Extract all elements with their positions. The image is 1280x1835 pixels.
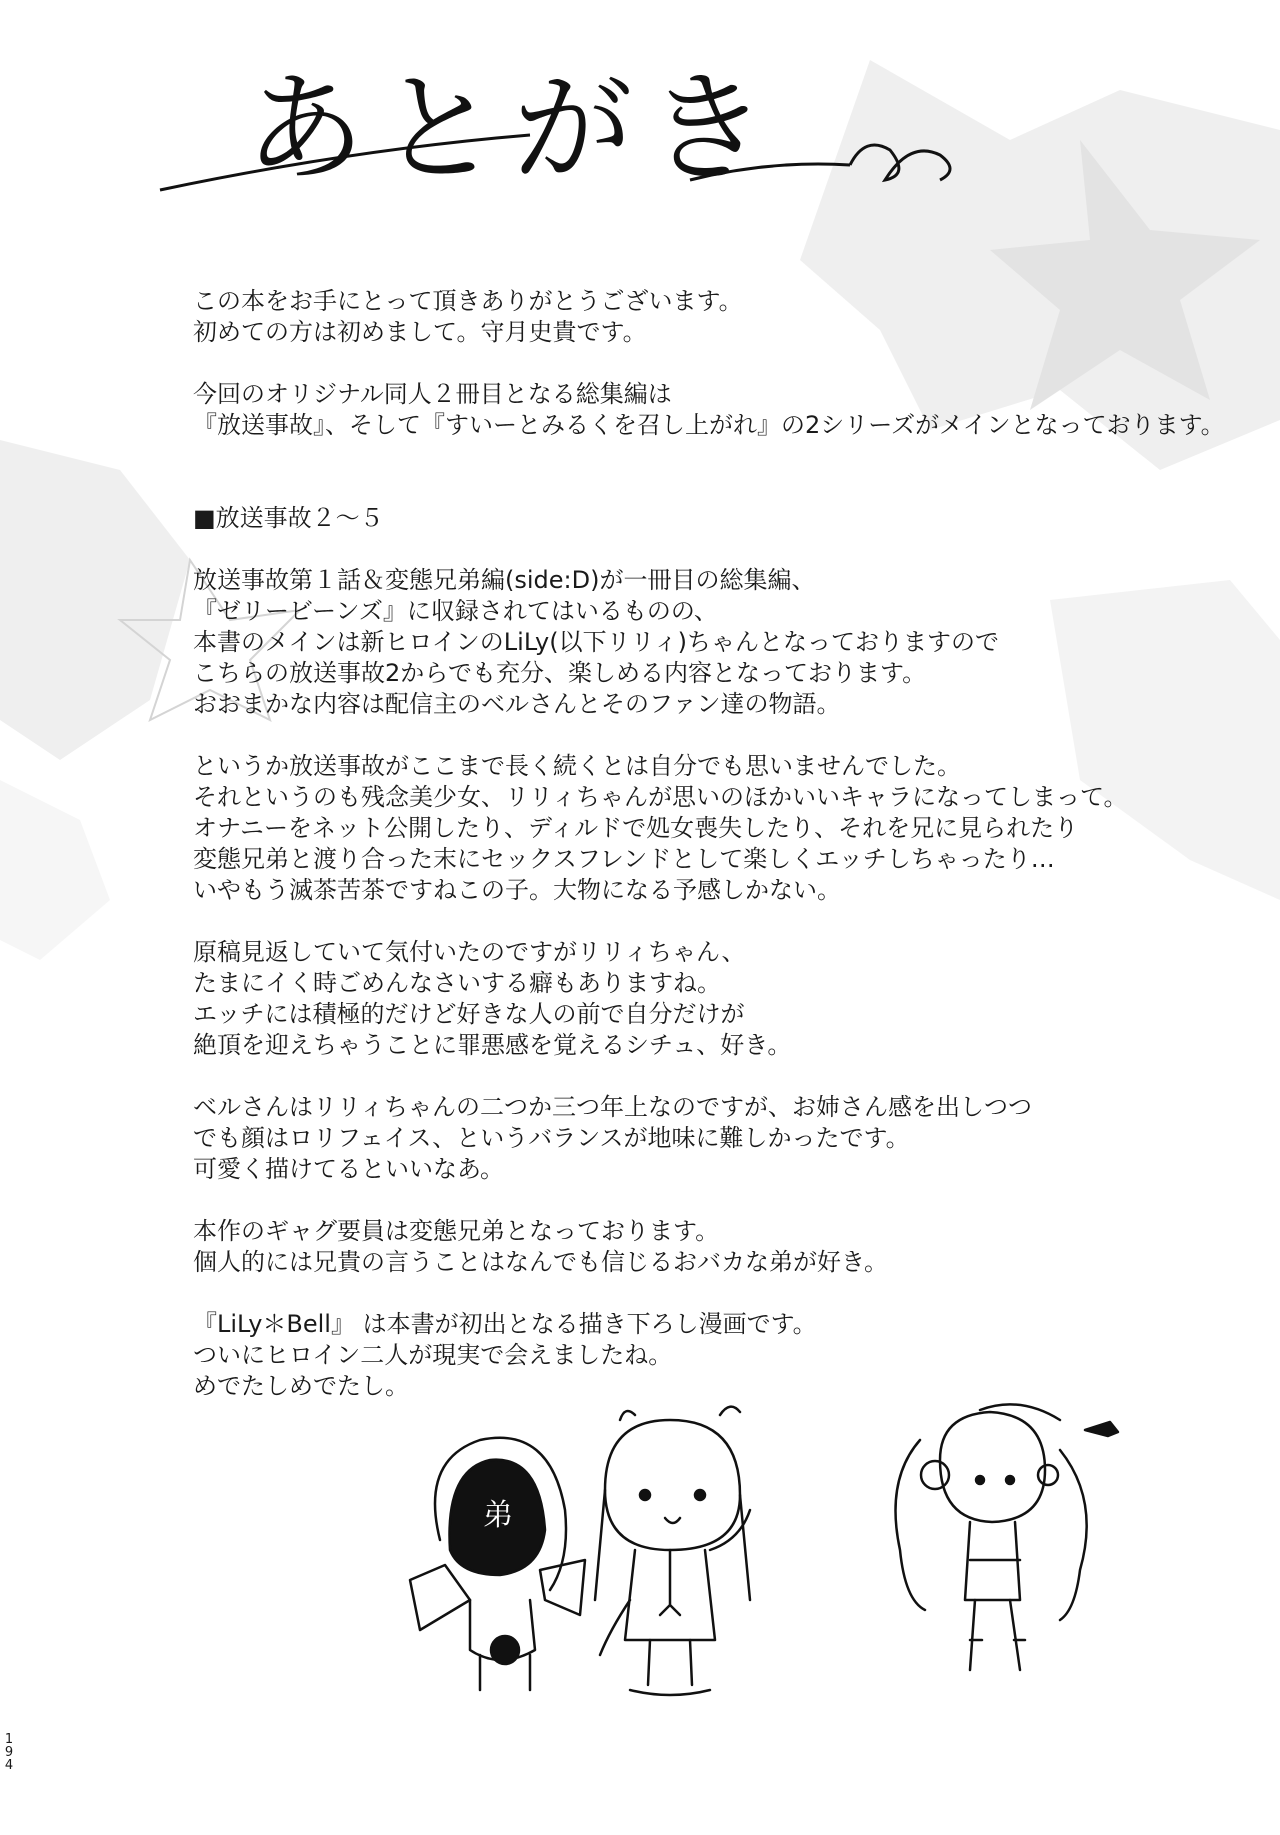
paragraph — [193, 1092, 1233, 1185]
bell-figure — [896, 1404, 1119, 1670]
hooded-brother-figure — [410, 1438, 585, 1690]
text-line: 今回のオリジナル同人２冊目となる総集編は — [193, 380, 672, 408]
text-line: 本書のメインは新ヒロインのLiLy(以下リリィ)ちゃんとなっておりますので — [193, 628, 999, 656]
hood-glyph: 弟 — [483, 1498, 513, 1533]
text-line: というか放送事故がここまで長く続くとは自分でも思いませんでした。 — [193, 752, 961, 780]
section-heading: ■放送事故２～５ — [193, 504, 384, 532]
page-number-digit: 9 — [4, 1745, 14, 1760]
text-line: めでたしめでたし。 — [193, 1372, 409, 1400]
text-line: オナニーをネット公開したり、ディルドで処女喪失したり、それを兄に見られたり — [193, 814, 1079, 842]
flourish-icon — [850, 145, 950, 180]
text-line: 『放送事故』、そして『すいーとみるくを召し上がれ』の2シリーズがメインとなっております。 — [193, 411, 1225, 439]
text-line: おおまかな内容は配信主のベルさんとそのファン達の物語。 — [193, 690, 841, 718]
page-number-digit: 1 — [4, 1732, 14, 1747]
text-line: たまにイく時ごめんなさいする癖もありますね。 — [193, 969, 721, 997]
text-line: ベルさんはリリィちゃんの二つか三つ年上なのですが、お姉さん感を出しつつ — [193, 1093, 1033, 1121]
lily-figure — [595, 1407, 750, 1695]
page-title: あとがき — [245, 60, 781, 199]
text-line: 絶頂を迎えちゃうことに罪悪感を覚えるシチュ、好き。 — [193, 1031, 792, 1059]
text-line: 本作のギャグ要員は変態兄弟となっております。 — [193, 1217, 720, 1245]
paragraph — [193, 1309, 1233, 1402]
text-line: それというのも残念美少女、リリィちゃんが思いのほかいいキャラになってしまって。 — [193, 783, 1128, 811]
text-line: ついにヒロイン二人が現実で会えましたね。 — [193, 1341, 673, 1369]
text-line: 変態兄弟と渡り合った末にセックスフレンドとして楽しくエッチしちゃったり… — [193, 845, 1055, 873]
text-line: 初めての方は初めまして。守月史貴です。 — [193, 318, 647, 346]
paragraph — [193, 1216, 1233, 1278]
text-line: この本をお手にとって頂きありがとうございます。 — [193, 287, 743, 315]
text-line: いやもう滅茶苦茶ですねこの子。大物になる予感しかない。 — [193, 876, 841, 904]
text-line: こちらの放送事故2からでも充分、楽しめる内容となっております。 — [193, 659, 927, 687]
paragraph — [193, 565, 1233, 720]
paragraph — [193, 937, 1233, 1061]
text-line: 放送事故第１話＆変態兄弟編(side:D)が一冊目の総集編、 — [193, 566, 816, 594]
text-line: 『LiLy＊Bell』 は本書が初出となる描き下ろし漫画です。 — [193, 1310, 817, 1338]
text-line: 個人的には兄貴の言うことはなんでも信じるおバカな弟が好き。 — [193, 1248, 889, 1276]
chibi-illustration — [380, 1400, 1180, 1720]
page-number-digit: 4 — [4, 1758, 14, 1773]
overview-paragraph — [193, 379, 1233, 441]
text-line: でも顔はロリフェイス、というバランスが地味に難しかったです。 — [193, 1124, 910, 1152]
afterword-body — [193, 286, 1233, 1433]
intro-paragraph — [193, 286, 1233, 348]
page-number — [3, 1733, 15, 1772]
text-line: 原稿見返していて気付いたのですがリリィちゃん、 — [193, 938, 746, 966]
paragraph — [193, 751, 1233, 906]
text-line: 可愛く描けてるといいなあ。 — [193, 1155, 505, 1183]
text-line: エッチには積極的だけど好きな人の前で自分だけが — [193, 1000, 745, 1028]
text-line: 『ゼリービーンズ』に収録されてはいるものの、 — [193, 597, 718, 625]
